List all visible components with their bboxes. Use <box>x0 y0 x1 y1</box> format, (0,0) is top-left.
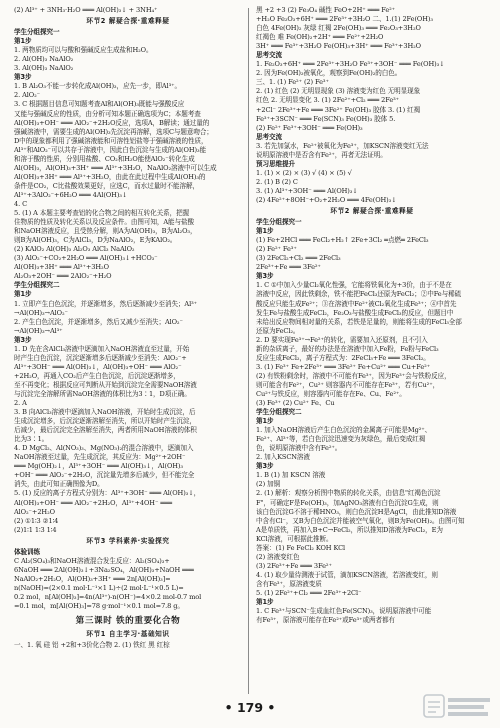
banner-text: 环节3 学科素养·实验探究 <box>86 536 170 545</box>
right-column-text-line: Cu²⁺与铁反应，则容器内可能存在Fe、Cu、Fe²⁺。 <box>256 389 406 398</box>
left-column-text-line: 则B为Al(OH)₃，C为AlCl₃，D为NaAlO₂，E为KAlO₂。 <box>14 236 177 245</box>
right-column-text-line: 1. B (1) 加 KSCN 溶液 <box>256 471 326 480</box>
left-column-section-heading: 第1步 <box>14 37 32 46</box>
right-column-text-line: 酸反应只能生成Fe²⁺；③在溶液中Fe²⁺被Cl₂氧化生成Fe³⁺；④中首先 <box>256 299 457 308</box>
right-column-section-heading: 第1步 <box>256 598 274 607</box>
left-column-text-line: Al(OH)₃，Al(OH)₃+3H⁺ ═══ Al³⁺+3H₂O，NaAlO₂溶液中可以生成 <box>14 163 217 172</box>
right-column-section-heading: 思考交流 <box>256 132 282 141</box>
left-column-section-heading: 学生分组探究二 <box>14 281 60 290</box>
left-column-text-line: Al(OH)₃+3H⁺ ═══ Al³⁺+3H₂O <box>14 263 109 272</box>
left-column-section-banner <box>14 630 242 639</box>
left-column-section-heading: 第1步 <box>14 290 32 299</box>
right-column-text-line: 3. (1) Fe³⁺ Fe+2Fe³⁺ ═══ 3Fe²⁺ Fe+Cu²⁺ ═══ Cu+Fe²⁺ <box>256 362 431 371</box>
right-column-text-line: 1. Fe₂O₃+6H⁺ ═══ 2Fe³⁺+3H₂O Fe³⁺+3OH⁻ ═══ Fe(OH)₃↓ <box>256 60 445 69</box>
left-column-text-line: Al³⁺+3AlO₂⁻+6H₂O ═══ 4Al(OH)₃↓ <box>14 190 128 199</box>
right-column-text-line: 2. (1) 红色 (2) 无明显现象 (3) 溶液变为红色 无明显现象 <box>256 87 421 96</box>
banner-text: 环节2 解疑合探·重难释疑 <box>86 17 170 26</box>
left-column-text-line: 0.2 mol，n[Al(OH)₃]=4n(Al³⁺)-n(OH⁻)=4×0.2 mol-0.7 mol <box>14 593 202 601</box>
left-column-text-line: =0.1 mol，m[Al(OH)₃]=78 g·mol⁻¹×0.1 mol=7.8 g。 <box>14 602 184 611</box>
left-column-section-banner <box>14 615 242 627</box>
right-column-section-banner <box>256 207 488 216</box>
left-column-text-line: 后减少，最后沉淀完全溶解至消失，两者所用NaOH溶液的体积 <box>14 426 197 435</box>
left-column-text-line: 时产生白色沉淀，沉淀逐渐增多后逐渐减少至消失：AlO₂⁻+ <box>14 353 187 362</box>
left-column-text-line: ═══ Mg(OH)₂↓，Al³⁺+3OH⁻ ═══ Al(OH)₃↓，Al(OH)₃ <box>14 462 183 471</box>
right-column-text-line: 有Fe³⁺，原溶液可能存在Fe²⁺或Fe³⁺或两者都有 <box>256 616 395 625</box>
right-column-text-line: (2) 加铜 <box>256 480 281 489</box>
left-column-section-heading: 第3步 <box>14 73 32 82</box>
left-column-section-heading: 第3步 <box>14 335 32 344</box>
right-column-section-heading: 学生分组探究一 <box>256 218 302 227</box>
right-column-text-line: 3H⁺ ═══ Fe³⁺+3H₂O Fe(OH)₃+3H⁺ ═══ Fe³⁺+3H₂O <box>256 42 421 51</box>
left-column-text-line: AlO₂⁻+2H₂O <box>14 507 55 516</box>
page-number: • 179 • <box>224 700 276 715</box>
right-column-text-line: 1. C Fe³⁺与SCN⁻生成血红色Fe(SCN)₃，说明原溶液中可能 <box>256 607 432 616</box>
left-column-text-line: 生成沉淀增多，后沉淀逐渐溶解至消失，所以开始时产生沉淀， <box>14 417 196 426</box>
right-column-text-line: 2. 因为Fe(OH)₂被氧化，观察到Fe(OH)₂的白色。 <box>256 69 402 78</box>
left-column-text-line: 4. C <box>14 199 28 208</box>
column-divider <box>248 8 249 694</box>
right-column-text-line: 红色 2. 无明显变化 3. (1) 2Fe²⁺+Cl₂ ═══ 2Fe³⁺ <box>256 96 400 105</box>
right-column-text-line: 色，说明原溶液中含有Fe²⁺。 <box>256 444 342 453</box>
left-column-text-line: 5. (1) 反应的离子方程式分别为：Al³⁺+3OH⁻ ═══ Al(OH)₃↓， <box>14 489 201 498</box>
left-column-text-line: 2. A <box>14 399 27 408</box>
right-column-text-line: 2. 加入KSCN溶液 <box>256 453 310 462</box>
left-column-text-line: D中的现象都利用了强碱溶液能和可溶性铝盐等于强碱溶液的性质， <box>14 136 208 145</box>
right-column <box>256 6 488 700</box>
right-column-text-line: 白色 4Fe(OH)₂ 灰绿 红褐 2Fe(OH)₃ ═══ Fe₂O₃+3H₂O <box>256 24 421 33</box>
left-column-text-line: 5. (1) A 本题主要考查铝的化合物之间的相互转化关系，把握 <box>14 209 190 218</box>
banner-text: 环节2 解疑合探·重难释疑 <box>330 207 414 216</box>
left-column-text-line: 住物质的性质及转化关系以及反应条件。由图可知，A能与盐酸 <box>14 218 194 227</box>
right-column-section-heading: 第1步 <box>256 417 274 426</box>
right-column-text-line: 反应生成FeCl₂，离子方程式为：2FeCl₃+Fe ═══ 3FeCl₂。 <box>256 353 430 362</box>
left-column-section-banner <box>14 17 242 26</box>
left-column-text-line: C Al₂(SO₄)₃和NaOH溶液混合发生反应：Al₂(SO₄)₃+ <box>14 556 170 565</box>
left-column-text-line: 又能与强碱反应的性质，由分析可知本题正确选项为C；本题考查 <box>14 109 201 118</box>
left-column-section-heading: 学生分组探究一 <box>14 28 60 37</box>
right-column-text-line: KCl溶液，可根据此推断。 <box>256 534 333 543</box>
left-column-text-line: 3. Al(OH)₃ NaAlO₂ <box>14 64 74 73</box>
left-column-text-line: n(NaOH)=(2×0.1 mol·L⁻¹×1 L)÷(2 mol·L⁻¹×0.5 L)= <box>14 583 184 592</box>
left-column-text-line: 和NaOH溶液反应，且受热分解，则A为Al(OH)₃，B为Al₂O₃， <box>14 227 197 236</box>
right-column-text-line: 1. C ①中加入少量Cl₂氧化性强，它能将铁氧化为+3价，由于不是在 <box>256 281 452 290</box>
right-column-text-line: 2. (1) 解析：观察分析图中物质的转化关系，由信息"红褐色沉淀 <box>256 489 441 498</box>
right-column-text-line: F"，可确定F是Fe(OH)₃，加AgNO₃溶液有白色沉淀G生成，则 <box>256 498 439 507</box>
right-column-text-line: 未给出反应物间相对量的关系，若铁是足量的，则能将生成的FeCl₃全部 <box>256 317 462 326</box>
left-column-text-line: Al(OH)₃+OH⁻ ═══ AlO₂⁻+2H₂O反应，选项A，B解读；通过量的 <box>14 118 210 127</box>
watermark-logo <box>422 692 494 722</box>
right-column-text-line: +2Cl⁻ 2Fe³⁺+Fe ═══ 3Fe²⁺ Fe(OH)₃ 胶体 3. (1) 红褐 <box>256 105 421 114</box>
left-column-text-line: 和溶于酸的性质，分别用盐酸、CO₂和H₂O能使AlO₂⁻转化生成 <box>14 154 195 163</box>
left-column-text-line: 条件是CO₂，C比盐酸效果更好，应选C，而水过量时不能溶解， <box>14 181 200 190</box>
left-column-text-line: NaAlO₂+2H₂O，Al(OH)₃+3H⁺ ═══ 2n[Al(OH)₃]= <box>14 574 171 583</box>
left-column-text-line: 1. 两物质均可以与酸和强碱反应生成盐和H₂O。 <box>14 46 153 55</box>
right-column-text-line: (2) Fe²⁺ Fe³⁺+3OH⁻ ═══ Fe(OH)₃ <box>256 123 363 132</box>
right-column-section-heading: 第3步 <box>256 462 274 471</box>
left-column-text-line: →Al(OH)₃→AlO₂⁻ <box>14 308 68 317</box>
right-column-text-line: 该白色沉淀G不溶于稀HNO₃，则白色沉淀H是AgCl，由此推知D溶液 <box>256 507 457 516</box>
left-column-section-banner <box>14 537 242 546</box>
right-column-text-line: 含有Fe³⁺，原溶液变质 <box>256 579 322 588</box>
left-column-text-line: 2. Al(OH)₃ NaAlO₂ <box>14 55 74 64</box>
right-column-text-line: 5. (1) 2Fe²⁺+Cl₂ ═══ 2Fe³⁺+2Cl⁻ <box>256 589 362 597</box>
banner-text: 第三课时 铁的重要化合物 <box>75 616 181 627</box>
right-column-text-line: 新的杂质离子，最好的办法是在溶液中加入Fe粉，Fe粉与FeCl₃ <box>256 344 439 353</box>
right-column-text-line: 黑 +2 +3 (2) Fe₃O₄ 碱性 FeO+2H⁺ ═══ Fe²⁺ <box>256 6 396 14</box>
right-column-text-line: 中含有Cl⁻，又B为白色沉淀并能被空气氧化，则B为Fe(OH)₂。由图可知 <box>256 516 465 525</box>
left-column-text-line: →Al(OH)₃→Al³⁺ <box>14 326 63 335</box>
right-column-section-heading: 第1步 <box>256 227 274 236</box>
right-column-section-heading: 学生分组探究二 <box>256 408 302 417</box>
left-column-text-line: 消失，由此可知正确图像为D。 <box>14 480 104 489</box>
left-column-text-line: 2. AlO₂⁻ <box>14 91 40 100</box>
left-column-text-line: 至不再变化；根据反应可判断从开始到沉淀完全需要NaOH溶液 <box>14 380 197 389</box>
right-column-text-line: 2Fe³⁺+Fe ═══ 3Fe²⁺ <box>256 263 321 272</box>
left-column-text-line: 1. B Al₂O₃不能一步转化成Al(OH)₃，应先一步，即Al³⁺。 <box>14 82 182 91</box>
right-column-text-line: (2) Fe²⁺ Fe³⁺ <box>256 245 297 254</box>
left-column-text-line: 一、1. 氧 硅 铝 +2和+3价化合物 2. (1) 铁红 黑 红棕 <box>14 641 170 650</box>
left-column-text-line: 1. D 先在含AlCl₃溶液中逐滴加入NaOH溶液直至过量，开始 <box>14 344 190 353</box>
left-column-section-heading: 体验训练 <box>14 547 40 556</box>
left-column-text-line: 与沉淀完全溶解所需NaOH溶液的体积比为3∶1，D项正确。 <box>14 389 191 398</box>
right-column-text-line: 发生Fe与盐酸生成FeCl₂，Fe₂O₃与盐酸生成FeCl₃的反应，但题目中 <box>256 308 454 317</box>
right-column-text-line: +H₂O Fe₂O₃+6H⁺ ═══ 2Fe³⁺+3H₂O 二、1.(1) 2Fe(OH)₃ <box>256 15 433 24</box>
right-column-text-line: (2) 4Fe²⁺+8OH⁻+O₂+2H₂O ═══ 4Fe(OH)₃↓ <box>256 195 397 204</box>
right-column-text-line: 3. (1) Al³⁺+3OH⁻ ═══ Al(OH)₃↓ <box>256 186 358 195</box>
right-column-text-line: 说明原溶液中是否含有Fe²⁺，再者无法证明。 <box>256 150 387 159</box>
right-column-text-line: Fe³⁺+3SCN⁻ ═══ Fe(SCN)₃ Fe(OH)₃ 胶体 5. <box>256 114 396 123</box>
right-column-text-line: 2. D 要实现Fe³⁺→Fe²⁺的转化，需要加入还原剂，且不引入 <box>256 335 428 344</box>
left-column-text-line: 3. B 向AlCl₃溶液中逐滴加入NaOH溶液，开始时生成沉淀，后 <box>14 408 196 417</box>
right-column-text-line: 2. (1) B (2) C <box>256 177 298 186</box>
right-column-text-line: 3. 若先加氯水，Fe²⁺被氧化为Fe³⁺，加KSCN溶液变红无法 <box>256 141 429 150</box>
left-column-text-line: (2) KAlO₂ Al(OH)₃ Al₂O₃ AlCl₃ NaAlO₂ <box>14 245 135 254</box>
left-column-text-line: 4. D MgCl₂、Al(NO₃)₃、Mg(NO₃)₂的混合溶液中，逐滴加入 <box>14 444 194 453</box>
right-column-section-heading: 预习思维提升 <box>256 159 295 168</box>
left-column-text-line: (3) AlO₂⁻+CO₂+2H₂O ═══ Al(OH)₃↓+HCO₃⁻ <box>14 254 158 263</box>
left-column-text-line: Al³⁺+3OH⁻ ═══ Al(OH)₃↓，Al(OH)₃+OH⁻ ═══ AlO₂⁻ <box>14 362 182 371</box>
right-column-text-line: 还原为FeCl₂。 <box>256 326 300 335</box>
left-column-text-line: 2. 产生白色沉淀，并逐渐增多，然后又减少至消失；AlO₂⁻ <box>14 317 183 326</box>
right-column-text-line: A是单质铁，再加入B+C→FeCl₂，所以推知D溶液为FeCl₂，E为 <box>256 525 443 534</box>
right-column-text-line: 1. (1) × (2) × (3) √ (4) × (5) √ <box>256 168 352 177</box>
right-column-text-line: (2) 有铁粉剩余时，溶液中不可能有Fe³⁺，因为Fe³⁺会与铁粉反应， <box>256 371 451 380</box>
left-column-text-line: (2) Al³⁺ + 3NH₃·H₂O ═══ Al(OH)₃↓ + 3NH₄⁺ <box>14 6 158 14</box>
left-column-text-line: +OH⁻ ═══ AlO₂⁻+2H₂O，沉淀量先增多后减少，但不能完全 <box>14 471 195 480</box>
right-column-text-line: 红褐色 难 Fe(OH)₂+2H⁺ ═══ Fe²⁺+2H₂O <box>256 33 384 42</box>
left-column-text-line: Al₂O₃+2OH⁻ ═══ 2AlO₂⁻+H₂O <box>14 272 112 281</box>
left-column-text-line: Al³⁺和AlO₂⁻可以共存于溶液中，因此白色沉淀与生成的Al(OH)₃能 <box>14 145 206 154</box>
left-column-text-line: 1. 立即产生白色沉淀，并逐渐增多，然后逐渐减少至消失；Al³⁺ <box>14 299 198 308</box>
right-column-text-line: 4. (1) 取少量待测液于试管，滴加KSCN溶液，若溶液变红，则 <box>256 570 438 579</box>
left-column-text-line: (2)1∶1 1∶3 1∶4 <box>14 525 57 534</box>
left-column-text-line: NaOH溶液至过量，先生成沉淀，其反应为：Mg²⁺+2OH⁻ <box>14 453 186 462</box>
right-column-text-line: 1. 加入NaOH溶液后产生白色沉淀的金属离子可能是Mg²⁺、 <box>256 426 432 435</box>
right-column-section-heading: 第3步 <box>256 272 274 281</box>
left-column-text-line: Al(OH)₃+OH⁻ ═══ AlO₂⁻+2H₂O，Al³⁺+4OH⁻ ═══ <box>14 498 172 507</box>
right-column-text-line: 答案：(1) Fe FeCl₂ KOH KCl <box>256 543 346 552</box>
right-column-text-line: (1) Fe+2HCl ═══ FeCl₂+H₂↑ 2Fe+3Cl₂ ═点燃═ 2FeCl₃ <box>256 236 429 245</box>
left-column-text-line: 强碱溶液中，需要生成的Al(OH)₃先沉淀再溶解，选项C与题意吻合； <box>14 127 213 136</box>
right-column-text-line: 三、1. (1) Fe²⁺ (2) Fe³⁺ <box>256 78 329 87</box>
banner-text: 环节1 自主学习·基础知识 <box>86 630 170 639</box>
right-column-text-line: (3) Fe³⁺ (2) Cu²⁺ Fe、Cu <box>256 399 335 408</box>
right-column-text-line: (2) 溶液变红色 <box>256 552 300 561</box>
left-column <box>14 6 242 700</box>
right-column-text-line: (3) 2FeCl₂+Cl₂ ═══ 2FeCl₃ <box>256 254 341 263</box>
right-column-text-line: 溶液中反应，因此铁剩余，铁不能把FeCl₃还原为FeCl₂；②中Fe与稀硫 <box>256 290 462 299</box>
right-column-text-line: (3) 2Fe³⁺+Fe ═══ 3Fe²⁺ <box>256 561 332 570</box>
left-column-text-line: (2) ①1∶3 ②1∶4 <box>14 516 59 525</box>
left-column-text-line: 3. C 根据题目信息可知题考查Al和Al(OH)₃既能与强酸反应 <box>14 100 185 109</box>
right-column-text-line: 则可能含有Fe²⁺，Cu²⁺ 则容器内不可能存在Fe³⁺，若有Cu²⁺， <box>256 380 440 389</box>
left-column-text-line: 6NaOH ═══ 2Al(OH)₃↓+3Na₂SO₄，Al(OH)₃+NaOH ═══ <box>14 565 194 574</box>
right-column-section-heading: 思考交流 <box>256 51 282 60</box>
right-column-text-line: Fe²⁺、Al³⁺等，若白色沉淀迅速变为灰绿色，最后变成红褐 <box>256 435 426 444</box>
left-column-text-line: +2H₂O，再通入CO₂后产生白色沉淀，后沉淀逐渐增多， <box>14 371 180 380</box>
left-column-text-line: Al(OH)₃+3H⁺ ═══ Al³⁺+3H₂O，由此在此过程中生成Al(OH)₃的 <box>14 172 206 181</box>
left-column-text-line: 比为3∶1。 <box>14 435 49 444</box>
